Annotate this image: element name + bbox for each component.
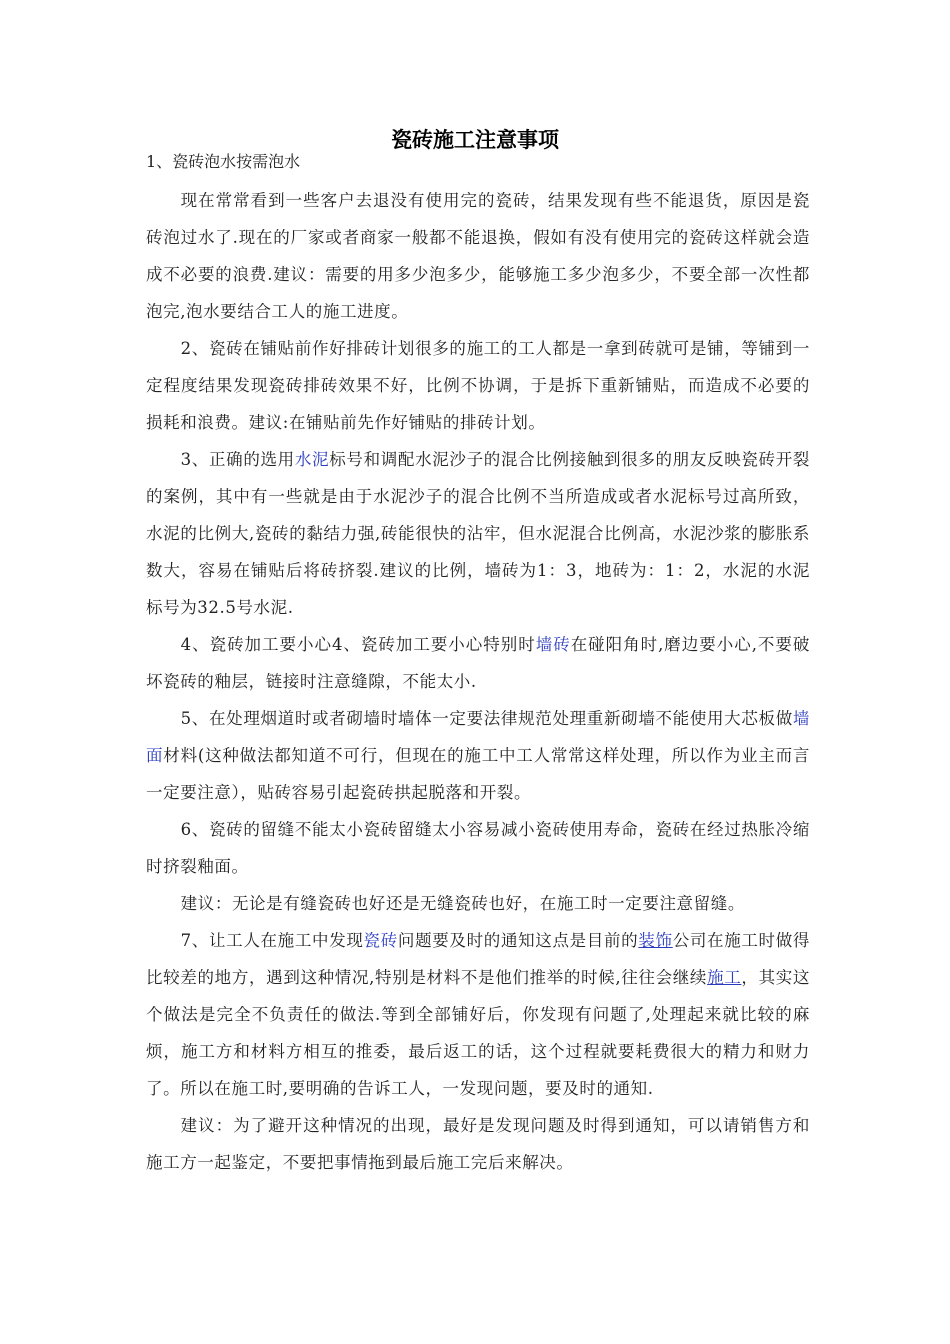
link-wall-surface[interactable]: 墙面: [146, 709, 810, 765]
paragraph-4: [146, 626, 810, 700]
paragraph-5-text-b: 材料(这种做法都知道不可行，但现在的施工中工人常常这样处理，所以作为业主而言一定要注意），贴砖容易引起瓷砖拱起脱落和开裂。: [146, 746, 810, 802]
paragraph-1: 现在常常看到一些客户去退没有使用完的瓷砖，结果发现有些不能退货，原因是瓷砖泡过水了.现在的厂家或者商家一般都不能退换，假如有没有使用完的瓷砖这样就会造成不必要的浪费.建议：需要的用多少泡多少，能够施工多少泡多少，不要全部一次性都泡完,泡水要结合工人的施工进度。: [146, 191, 810, 321]
link-cement[interactable]: 水泥: [294, 450, 330, 469]
paragraph-7-text-c: 公司在施工时做得比较差的地方，遇到这种情况,特别是材料不是他们推举的时候,往往会继续: [146, 931, 810, 987]
paragraph-7-suggestion: 建议：为了避开这种情况的出现，最好是发现问题及时得到通知，可以请销售方和施工方一起鉴定，不要把事情拖到最后施工完后来解决。: [146, 1116, 810, 1172]
paragraph-6: 6、瓷砖的留缝不能太小瓷砖留缝太小容易减小瓷砖使用寿命，瓷砖在经过热胀冷缩时挤裂釉面。: [146, 820, 810, 876]
paragraph-4-text-a: 4、瓷砖加工要小心4、瓷砖加工要小心特别时: [180, 635, 536, 654]
paragraph-3: [146, 441, 810, 626]
section-heading-1: 1、瓷砖泡水按需泡水: [146, 152, 301, 171]
paragraph-7-text-b: 问题要及时的通知这点是目前的: [397, 931, 639, 950]
paragraph-7-text-a: 7、让工人在施工中发现: [180, 931, 364, 950]
paragraph-2: 2、瓷砖在铺贴前作好排砖计划很多的施工的工人都是一拿到砖就可是铺，等铺到一定程度结果发现瓷砖排砖效果不好，比例不协调，于是拆下重新铺贴，而造成不必要的损耗和浪费。建议:在铺贴前先作好铺贴的排砖计划。: [146, 339, 810, 432]
link-construction[interactable]: 施工: [707, 968, 742, 987]
paragraph-3-text-b: 标号和调配水泥沙子的混合比例接触到很多的朋友反映瓷砖开裂的案例，其中有一些就是由于水泥沙子的混合比例不当所造成或者水泥标号过高所致，水泥的比例大,瓷砖的黏结力强,砖能很快的沾牢，但水泥混合比例高，水泥沙浆的膨胀系数大，容易在铺贴后将砖挤裂.建议的比例，墙砖为1：3，地砖为：1：2，水泥的水泥标号为32.5号水泥.: [146, 450, 810, 617]
paragraph-7-text-d: ，其实这个做法是完全不负责任的做法.等到全部铺好后，你发现有问题了,处理起来就比较的麻烦，施工方和材料方相互的推委，最后返工的话，这个过程就要耗费很大的精力和财力了。所以在施工时,要明确的告诉工人，一发现问题，要及时的通知.: [146, 968, 811, 1098]
link-decoration[interactable]: 装饰: [638, 931, 673, 950]
paragraph-3-text-a: 3、正确的选用: [180, 450, 295, 469]
paragraph-5-text-a: 5、在处理烟道时或者砌墙时墙体一定要法律规范处理重新砌墙不能使用大芯板做: [180, 709, 793, 728]
paragraph-4-text-b: 在碰阳角时,磨边要小心,不要破坏瓷砖的釉层，链接时注意缝隙，不能太小.: [146, 635, 810, 691]
link-wall-tile[interactable]: 墙砖: [535, 635, 571, 654]
paragraph-5: [146, 700, 810, 811]
paragraph-6-suggestion: 建议：无论是有缝瓷砖也好还是无缝瓷砖也好，在施工时一定要注意留缝。: [180, 894, 745, 913]
document-title: 瓷砖施工注意事项: [391, 127, 559, 152]
document-body: [146, 182, 810, 1181]
link-tile[interactable]: 瓷砖: [363, 931, 398, 950]
paragraph-7: [146, 922, 810, 1107]
